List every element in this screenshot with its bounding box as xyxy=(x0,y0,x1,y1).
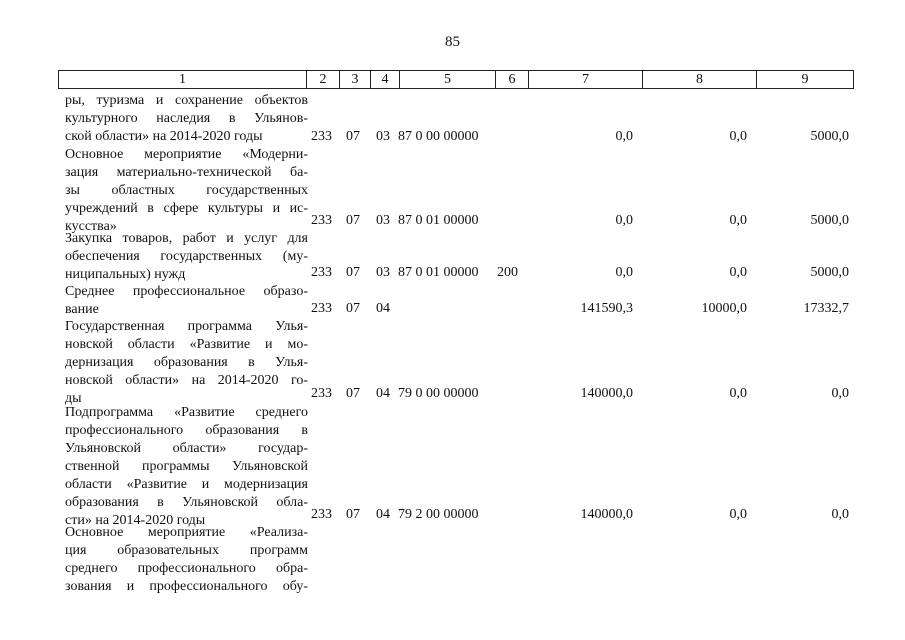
subsection-code: 04 xyxy=(376,507,390,522)
target-article: 87 0 01 00000 xyxy=(398,213,479,228)
section-code: 07 xyxy=(346,213,360,228)
description-line: зация материально-технической ба- xyxy=(65,165,308,180)
value-col-9: 5000,0 xyxy=(810,265,849,280)
subsection-code: 03 xyxy=(376,213,390,228)
description-line: зы областных государственных xyxy=(65,183,308,198)
target-article: 87 0 00 00000 xyxy=(398,129,479,144)
header-col-2: 2 xyxy=(307,71,340,89)
header-row xyxy=(59,71,854,89)
value-col-7: 140000,0 xyxy=(580,507,633,522)
description-line: ской области» на 2014-2020 годы xyxy=(65,129,263,144)
description-line: вание xyxy=(65,302,99,317)
description-line: ственной программы Ульяновской xyxy=(65,459,308,474)
subsection-code: 03 xyxy=(376,129,390,144)
value-col-7: 140000,0 xyxy=(580,386,633,401)
header-col-1: 1 xyxy=(59,71,307,89)
row-description xyxy=(65,146,308,236)
description-line: новской области» на 2014-2020 го- xyxy=(65,373,308,388)
section-code: 07 xyxy=(346,507,360,522)
target-article: 79 0 00 00000 xyxy=(398,386,479,401)
value-col-9: 5000,0 xyxy=(810,213,849,228)
header-col-6: 6 xyxy=(496,71,529,89)
description-line: культурного наследия в Ульянов- xyxy=(65,111,308,126)
value-col-9: 0,0 xyxy=(831,507,849,522)
section-code: 07 xyxy=(346,386,360,401)
value-col-7: 0,0 xyxy=(615,213,633,228)
header-col-4: 4 xyxy=(371,71,400,89)
value-col-9: 17332,7 xyxy=(803,301,849,316)
description-line: образования в Ульяновской обла- xyxy=(65,495,308,510)
section-code: 07 xyxy=(346,301,360,316)
row-description xyxy=(65,92,308,146)
section-code: 07 xyxy=(346,129,360,144)
description-line: ры, туризма и сохранение объектов xyxy=(65,93,308,108)
section-code: 07 xyxy=(346,265,360,280)
description-line: среднего профессионального обра- xyxy=(65,561,308,576)
value-col-8: 10000,0 xyxy=(701,301,747,316)
value-col-9: 5000,0 xyxy=(810,129,849,144)
header-col-3: 3 xyxy=(340,71,371,89)
header-col-8: 8 xyxy=(643,71,757,89)
ministry-code: 233 xyxy=(311,213,332,228)
description-line: ниципальных) нужд xyxy=(65,267,186,282)
description-line: Закупка товаров, работ и услуг для xyxy=(65,231,308,246)
subsection-code: 03 xyxy=(376,265,390,280)
description-line: ды xyxy=(65,391,82,406)
row-description xyxy=(65,404,308,530)
description-line: Подпрограмма «Развитие среднего xyxy=(65,405,308,420)
row-description xyxy=(65,318,308,408)
value-col-8: 0,0 xyxy=(729,507,747,522)
expense-type: 200 xyxy=(497,265,518,280)
ministry-code: 233 xyxy=(311,301,332,316)
description-line: Основное мероприятие «Реализа- xyxy=(65,525,308,540)
page-number: 85 xyxy=(445,34,460,50)
description-line: области «Развитие и модернизация xyxy=(65,477,308,492)
value-col-8: 0,0 xyxy=(729,265,747,280)
description-line: профессионального образования в xyxy=(65,423,308,438)
description-line: дернизация образования в Улья- xyxy=(65,355,308,370)
column-header-table xyxy=(58,70,854,89)
row-description xyxy=(65,283,308,319)
ministry-code: 233 xyxy=(311,265,332,280)
description-line: обеспечения государственных (му- xyxy=(65,249,308,264)
header-col-9: 9 xyxy=(757,71,854,89)
subsection-code: 04 xyxy=(376,386,390,401)
description-line: Среднее профессиональное образо- xyxy=(65,284,308,299)
description-line: ция образовательных программ xyxy=(65,543,308,558)
header-col-7: 7 xyxy=(529,71,643,89)
row-description xyxy=(65,524,308,596)
value-col-8: 0,0 xyxy=(729,386,747,401)
description-line: учреждений в сфере культуры и ис- xyxy=(65,201,308,216)
value-col-8: 0,0 xyxy=(729,213,747,228)
ministry-code: 233 xyxy=(311,129,332,144)
header-col-5: 5 xyxy=(400,71,496,89)
description-line: Ульяновской области» государ- xyxy=(65,441,308,456)
target-article: 87 0 01 00000 xyxy=(398,265,479,280)
ministry-code: 233 xyxy=(311,386,332,401)
description-line: Основное мероприятие «Модерни- xyxy=(65,147,308,162)
description-line: зования и профессионального обу- xyxy=(65,579,308,594)
value-col-9: 0,0 xyxy=(831,386,849,401)
description-line: новской области «Развитие и мо- xyxy=(65,337,308,352)
value-col-7: 141590,3 xyxy=(580,301,633,316)
value-col-7: 0,0 xyxy=(615,265,633,280)
ministry-code: 233 xyxy=(311,507,332,522)
target-article: 79 2 00 00000 xyxy=(398,507,479,522)
description-line: сти» на 2014-2020 годы xyxy=(65,513,206,528)
description-line: Государственная программа Улья- xyxy=(65,319,308,334)
subsection-code: 04 xyxy=(376,301,390,316)
row-description xyxy=(65,230,308,284)
value-col-7: 0,0 xyxy=(615,129,633,144)
value-col-8: 0,0 xyxy=(729,129,747,144)
description-line: кусства» xyxy=(65,219,117,234)
